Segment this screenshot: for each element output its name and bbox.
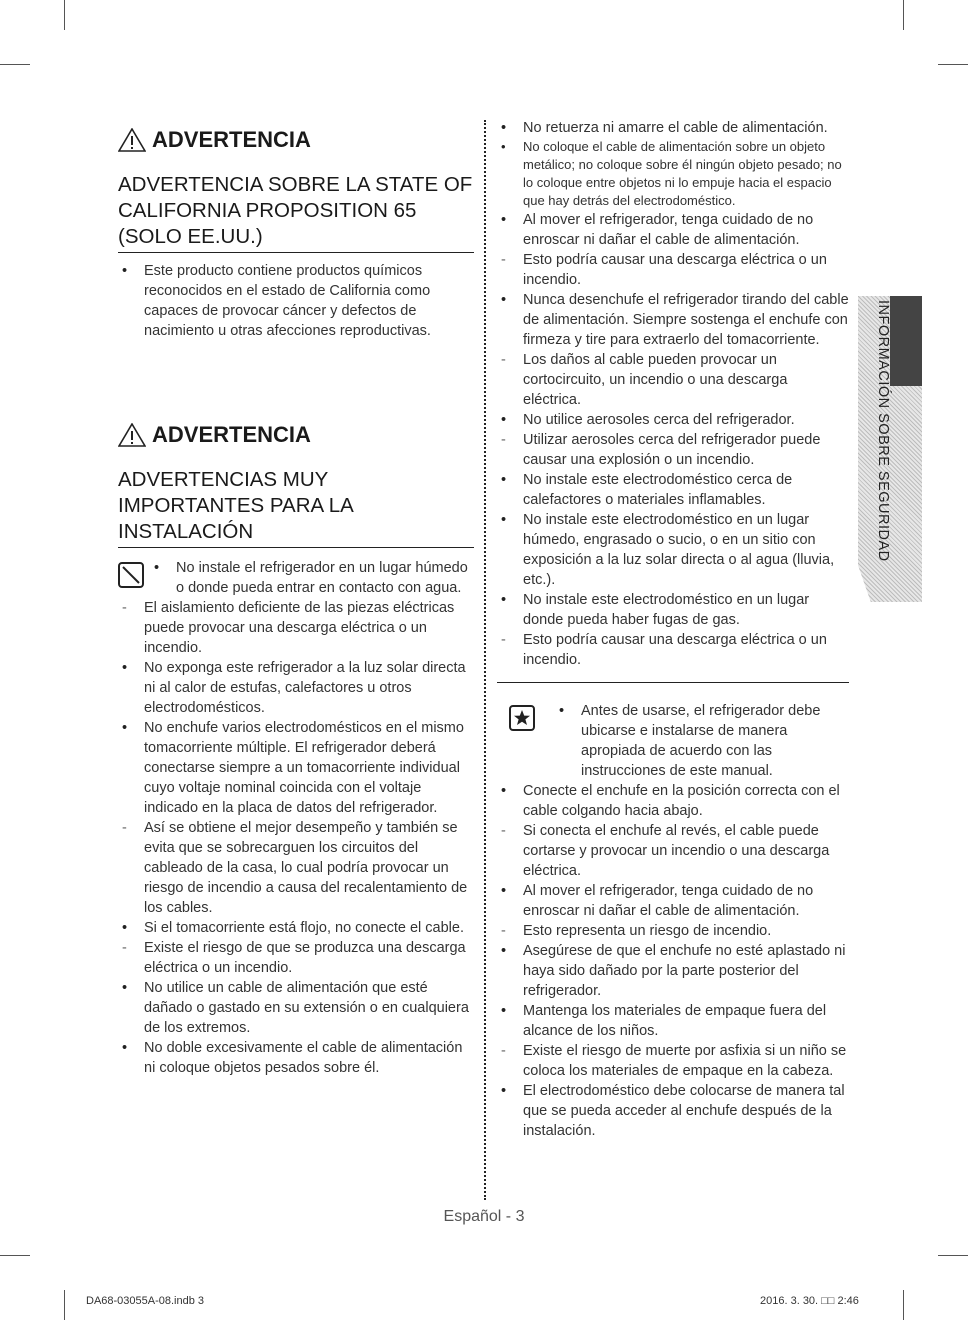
item-list: [497, 118, 849, 670]
list-item: • No retuerza ni amarre el cable de alimentación.: [497, 118, 849, 138]
section-title: ADVERTENCIAS MUY IMPORTANTES PARA LA INSTALACIÓN: [118, 467, 474, 548]
list-item: - Existe el riesgo de muerte por asfixia si un niño se coloca los materiales de empaque en la cabeza.: [497, 1041, 849, 1081]
crop-mark: [0, 1255, 30, 1256]
list-item: • No exponga este refrigerador a la luz solar directa ni al calor de estufas, calefactores u otros electrodomésticos.: [118, 658, 474, 718]
crop-mark: [64, 0, 65, 30]
list-item: • No utilice un cable de alimentación que esté dañado o gastado en su extensión o en cualquiera de los extremos.: [118, 978, 474, 1038]
side-tab-marker: [890, 296, 922, 386]
list-item: - Utilizar aerosoles cerca del refrigerador puede causar una explosión o un incendio.: [497, 430, 849, 470]
list-item: • No doble excesivamente el cable de alimentación ni coloque objetos pesados sobre él.: [118, 1038, 474, 1078]
prohibited-icon: [118, 562, 144, 588]
list-item: - Esto podría causar una descarga eléctrica o un incendio.: [497, 250, 849, 290]
list-item: • No utilice aerosoles cerca del refrigerador.: [497, 410, 849, 430]
warning-heading-text: ADVERTENCIA: [152, 127, 311, 152]
side-tab-label: INFORMACIÓN SOBRE SEGURIDAD: [875, 300, 891, 562]
prohibited-row: [118, 558, 474, 598]
list-item: - Existe el riesgo de que se produzca una descarga eléctrica o un incendio.: [118, 938, 474, 978]
right-column: [497, 118, 849, 1141]
item-list: [118, 261, 474, 341]
list-item: • Al mover el refrigerador, tenga cuidado de no enroscar ni dañar el cable de alimentación.: [497, 210, 849, 250]
column-divider: [484, 120, 486, 1200]
list-item: • Este producto contiene productos químicos reconocidos en el estado de California como capaces de provocar cáncer y defectos de nacimiento u otras afecciones reproductivas.: [118, 261, 474, 341]
list-item: • Si el tomacorriente está flojo, no conecte el cable.: [118, 918, 474, 938]
warning-triangle-icon: [118, 128, 146, 152]
item-list: [118, 598, 474, 1078]
section-title: ADVERTENCIA SOBRE LA STATE OF CALIFORNIA PROPOSITION 65 (SOLO EE.UU.): [118, 172, 474, 253]
crop-mark: [938, 64, 968, 65]
list-item: - Esto representa un riesgo de incendio.: [497, 921, 849, 941]
list-item: • Al mover el refrigerador, tenga cuidado de no enroscar ni dañar el cable de alimentación.: [497, 881, 849, 921]
list-item: • Conecte el enchufe en la posición correcta con el cable colgando hacia abajo.: [497, 781, 849, 821]
list-item: - El aislamiento deficiente de las piezas eléctricas puede provocar una descarga eléctrica o un incendio.: [118, 598, 474, 658]
print-slug-date: 2016. 3. 30. □□ 2:46: [760, 1295, 859, 1307]
crop-mark: [903, 1290, 904, 1320]
list-item: • No instale este electrodoméstico cerca de calefactores o materiales inflamables.: [497, 470, 849, 510]
list-item: • No enchufe varios electrodomésticos en el mismo tomacorriente múltiple. El refrigerador deberá conectarse siempre a un tomacorriente individual cuyo voltaje nominal coincida con el voltaje indicado en la placa de datos del refrigerador.: [118, 718, 474, 818]
list-item: • Mantenga los materiales de empaque fuera del alcance de los niños.: [497, 1001, 849, 1041]
list-item: • Nunca desenchufe el refrigerador tirando del cable de alimentación. Siempre sostenga el enchufe con firmeza y tire para extraerlo del tomacorriente.: [497, 290, 849, 350]
list-item: • No instale el refrigerador en un lugar húmedo o donde pueda entrar en contacto con agua.: [150, 558, 474, 598]
left-column: [118, 118, 474, 1078]
list-item: • No instale este electrodoméstico en un lugar donde pueda haber fugas de gas.: [497, 590, 849, 630]
list-item: • No coloque el cable de alimentación sobre un objeto metálico; no coloque sobre él ningún objeto pesado; no lo coloque entre objetos ni lo empuje hacia el espacio que hay detrás del electrodoméstico.: [497, 138, 849, 210]
crop-mark: [903, 0, 904, 30]
list-item: - Así se obtiene el mejor desempeño y también se evita que se sobrecarguen los circuitos del cableado de la casa, lo cual podría provocar un riesgo de incendio a causa del recalentamiento de los cables.: [118, 818, 474, 918]
list-item: • Asegúrese de que el enchufe no esté aplastado ni haya sido dañado por la parte posterior del refrigerador.: [497, 941, 849, 1001]
item-list: [555, 701, 849, 781]
item-list: [150, 558, 474, 598]
print-slug-file: DA68-03055A-08.indb 3: [86, 1295, 205, 1307]
section-rule: [497, 682, 849, 683]
list-item: - Esto podría causar una descarga eléctrica o un incendio.: [497, 630, 849, 670]
page-number: Español - 3: [443, 1208, 525, 1225]
list-item: - Si conecta el enchufe al revés, el cable puede cortarse y provocar un incendio o una descarga eléctrica.: [497, 821, 849, 881]
warning-heading-text: ADVERTENCIA: [152, 422, 311, 447]
list-item: - Los daños al cable pueden provocar un cortocircuito, un incendio o una descarga eléctrica.: [497, 350, 849, 410]
crop-mark: [0, 64, 30, 65]
list-item: • No instale este electrodoméstico en un lugar húmedo, engrasado o sucio, o en un sitio con exposición a la luz solar directa o al agua (lluvia, etc.).: [497, 510, 849, 590]
warning-triangle-icon: [118, 423, 146, 447]
star-note-icon: [509, 705, 535, 731]
list-item: • Antes de usarse, el refrigerador debe ubicarse e instalarse de manera apropiada de acuerdo con las instrucciones de este manual.: [555, 701, 849, 781]
crop-mark: [938, 1255, 968, 1256]
important-row: [497, 701, 849, 781]
item-list: [497, 781, 849, 1141]
crop-mark: [64, 1290, 65, 1320]
warning-heading: [118, 421, 474, 449]
list-item: • El electrodoméstico debe colocarse de manera tal que se pueda acceder al enchufe después de la instalación.: [497, 1081, 849, 1141]
warning-heading: [118, 126, 474, 154]
